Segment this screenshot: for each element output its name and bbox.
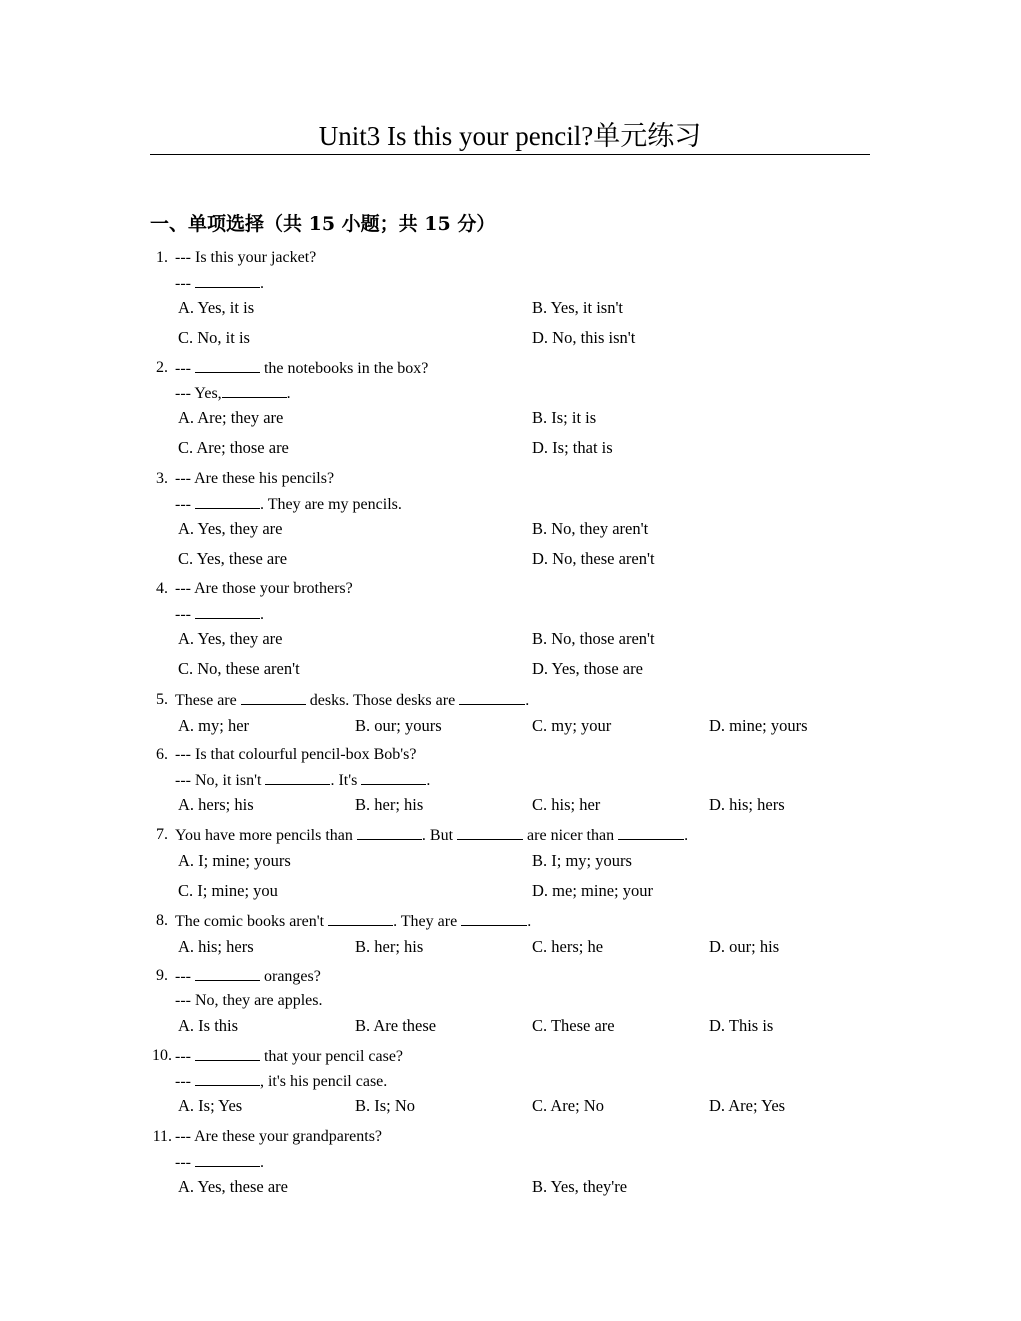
option-a[interactable]: A. Is; Yes <box>178 1096 243 1115</box>
question-text: --- Are these your grandparents? <box>175 1128 383 1145</box>
option-b[interactable]: B. her; his <box>355 937 424 956</box>
option-c[interactable]: C. Are; those are <box>178 438 289 457</box>
option-c[interactable]: C. Yes, these are <box>178 549 288 568</box>
option-a[interactable]: A. I; mine; yours <box>178 851 291 870</box>
question-text: You have more pencils than . But are nicer than . <box>175 827 689 844</box>
option-c[interactable]: C. No, it is <box>178 328 250 347</box>
question-text: --- oranges? <box>175 968 321 985</box>
question-number: 10. <box>152 1047 172 1064</box>
page-title: Unit3 Is this your pencil?单元练习 <box>318 121 702 151</box>
option-c[interactable]: C. my; your <box>532 716 612 735</box>
answer-blank[interactable] <box>357 825 422 840</box>
question-text: These are desks. Those desks are . <box>175 692 530 709</box>
answer-blank[interactable] <box>195 1046 260 1061</box>
answer-blank[interactable] <box>457 825 523 840</box>
option-b[interactable]: B. our; yours <box>355 716 442 735</box>
option-a[interactable]: A. Is this <box>178 1016 239 1035</box>
question-text: --- Is this your jacket? <box>175 249 317 266</box>
question-number: 7. <box>156 826 168 843</box>
option-d[interactable]: D. our; his <box>709 937 780 956</box>
question-number: 3. <box>156 470 168 487</box>
option-b[interactable]: B. No, those aren't <box>532 629 655 648</box>
answer-blank[interactable] <box>618 825 684 840</box>
question-number: 1. <box>156 249 168 266</box>
answer-blank[interactable] <box>461 911 527 926</box>
option-a[interactable]: A. Are; they are <box>178 408 284 427</box>
option-b[interactable]: B. Yes, it isn't <box>532 298 624 317</box>
question-number: 11. <box>152 1128 172 1145</box>
answer-blank[interactable] <box>265 770 330 785</box>
option-d[interactable]: D. Are; Yes <box>709 1096 786 1115</box>
option-a[interactable]: A. hers; his <box>178 795 254 814</box>
option-a[interactable]: A. my; her <box>178 716 250 735</box>
option-b[interactable]: B. No, they aren't <box>532 519 649 538</box>
option-d[interactable]: D. No, these aren't <box>532 549 655 568</box>
option-b[interactable]: B. her; his <box>355 795 424 814</box>
option-d[interactable]: D. Yes, those are <box>532 659 643 678</box>
question-text: --- Is that colourful pencil-box Bob's? <box>175 746 417 763</box>
section-heading: 一、单项选择（共 15 小题；共 15 分） <box>150 213 496 235</box>
option-c[interactable]: C. These are <box>532 1016 615 1035</box>
question-number: 4. <box>156 580 168 597</box>
answer-blank[interactable] <box>361 770 426 785</box>
option-c[interactable]: C. his; her <box>532 795 601 814</box>
answer-blank[interactable] <box>195 273 260 288</box>
option-c[interactable]: C. Are; No <box>532 1096 604 1115</box>
question-number: 8. <box>156 912 168 929</box>
option-b[interactable]: B. Is; it is <box>532 408 597 427</box>
answer-line: --- Yes, . <box>175 385 291 402</box>
option-c[interactable]: C. No, these aren't <box>178 659 300 678</box>
answer-line: --- . They are my pencils. <box>175 496 402 513</box>
answer-line: --- . <box>175 606 264 623</box>
question-text: --- Are those your brothers? <box>175 580 353 597</box>
option-a[interactable]: A. Yes, they are <box>178 519 283 538</box>
question-text: --- the notebooks in the box? <box>175 360 429 377</box>
question-number: 2. <box>156 359 168 376</box>
answer-blank[interactable] <box>328 911 393 926</box>
answer-line: --- . <box>175 275 264 292</box>
option-d[interactable]: D. me; mine; your <box>532 881 653 900</box>
answer-line: --- No, they are apples. <box>175 992 323 1009</box>
option-a[interactable]: A. Yes, these are <box>178 1177 288 1196</box>
option-d[interactable]: D. his; hers <box>709 795 785 814</box>
option-b[interactable]: B. Yes, they're <box>532 1177 628 1196</box>
answer-blank[interactable] <box>195 1071 260 1086</box>
answer-blank[interactable] <box>195 1152 260 1167</box>
option-c[interactable]: C. hers; he <box>532 937 604 956</box>
question-number: 9. <box>156 967 168 984</box>
option-a[interactable]: A. Yes, they are <box>178 629 283 648</box>
question-text: --- Are these his pencils? <box>175 470 335 487</box>
answer-blank[interactable] <box>195 966 260 981</box>
answer-blank[interactable] <box>222 383 287 398</box>
answer-blank[interactable] <box>195 604 260 619</box>
answer-line: --- . <box>175 1154 264 1171</box>
answer-blank[interactable] <box>459 690 525 705</box>
option-b[interactable]: B. I; my; yours <box>532 851 632 870</box>
option-a[interactable]: A. Yes, it is <box>178 298 255 317</box>
answer-blank[interactable] <box>195 358 260 373</box>
option-d[interactable]: D. No, this isn't <box>532 328 636 347</box>
option-a[interactable]: A. his; hers <box>178 937 254 956</box>
question-number: 6. <box>156 746 168 763</box>
option-c[interactable]: C. I; mine; you <box>178 881 278 900</box>
answer-blank[interactable] <box>241 690 306 705</box>
option-d[interactable]: D. mine; yours <box>709 716 808 735</box>
title-underline <box>150 154 870 155</box>
question-number: 5. <box>156 691 168 708</box>
question-text: The comic books aren't . They are . <box>175 913 532 930</box>
answer-blank[interactable] <box>195 494 260 509</box>
option-b[interactable]: B. Is; No <box>355 1096 416 1115</box>
question-text: --- that your pencil case? <box>175 1048 404 1065</box>
option-d[interactable]: D. Is; that is <box>532 438 613 457</box>
answer-line: --- , it's his pencil case. <box>175 1073 388 1090</box>
option-b[interactable]: B. Are these <box>355 1016 437 1035</box>
answer-line: --- No, it isn't . It's . <box>175 772 431 789</box>
option-d[interactable]: D. This is <box>709 1016 774 1035</box>
